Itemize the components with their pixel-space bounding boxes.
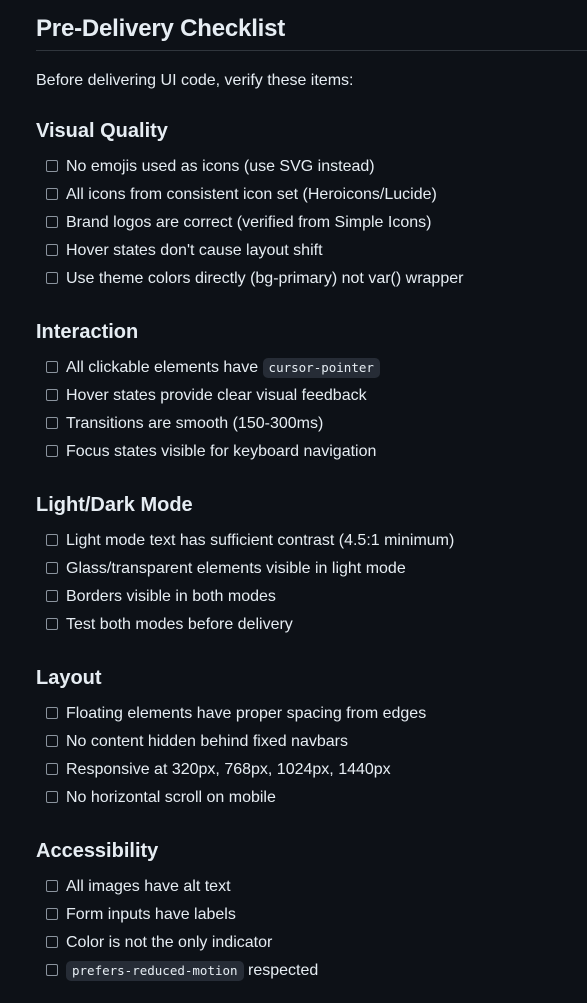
checkbox[interactable] <box>46 389 58 401</box>
item-label: Borders visible in both modes <box>66 588 276 605</box>
checklist-item <box>36 876 587 904</box>
checklist-item <box>36 904 587 932</box>
section-heading: Accessibility <box>36 840 159 862</box>
title-divider <box>36 50 587 51</box>
checklist-item <box>36 441 587 469</box>
checklist-item <box>36 787 587 815</box>
item-label-text: All clickable elements have <box>66 359 263 376</box>
checkbox[interactable] <box>46 216 58 228</box>
item-label: Transitions are smooth (150-300ms) <box>66 415 324 432</box>
checkbox[interactable] <box>46 763 58 775</box>
section-visual-quality <box>36 117 587 296</box>
checklist-item <box>36 385 587 413</box>
checkbox[interactable] <box>46 735 58 747</box>
item-label <box>66 960 318 982</box>
section-heading: Interaction <box>36 321 139 343</box>
checklist-item <box>36 357 587 385</box>
item-label: Focus states visible for keyboard navigation <box>66 443 377 460</box>
checkbox[interactable] <box>46 964 58 976</box>
page-title: Pre-Delivery Checklist <box>36 15 286 42</box>
checkbox[interactable] <box>46 244 58 256</box>
item-label: Test both modes before delivery <box>66 616 293 633</box>
checklist-item <box>36 614 587 642</box>
item-label: Floating elements have proper spacing from edges <box>66 705 427 722</box>
checklist-item <box>36 558 587 586</box>
checkbox[interactable] <box>46 361 58 373</box>
section-heading: Layout <box>36 667 102 689</box>
item-label: No emojis used as icons (use SVG instead) <box>66 158 375 175</box>
checklist-item <box>36 586 587 614</box>
item-label: Color is not the only indicator <box>66 934 273 951</box>
checkbox[interactable] <box>46 707 58 719</box>
item-label: Use theme colors directly (bg-primary) not var() wrapper <box>66 270 464 287</box>
checkbox[interactable] <box>46 618 58 630</box>
section-layout <box>36 664 587 815</box>
item-label-text: respected <box>243 962 319 979</box>
item-label: No horizontal scroll on mobile <box>66 789 276 806</box>
checkbox[interactable] <box>46 590 58 602</box>
checklist-item <box>36 268 587 296</box>
item-label: Hover states provide clear visual feedback <box>66 387 367 404</box>
checklist-item <box>36 530 587 558</box>
checklist <box>36 530 587 642</box>
item-label: Hover states don't cause layout shift <box>66 242 323 259</box>
item-label <box>66 357 380 379</box>
item-label: Glass/transparent elements visible in light mode <box>66 560 406 577</box>
checkbox[interactable] <box>46 534 58 546</box>
inline-code: prefers-reduced-motion <box>66 961 244 981</box>
item-label: Light mode text has sufficient contrast (4.5:1 minimum) <box>66 532 455 549</box>
checklist-item <box>36 413 587 441</box>
item-label: All images have alt text <box>66 878 231 895</box>
checklist-item <box>36 212 587 240</box>
checkbox[interactable] <box>46 160 58 172</box>
item-label: All icons from consistent icon set (Heroicons/Lucide) <box>66 186 437 203</box>
checklist <box>36 876 587 988</box>
item-label: Responsive at 320px, 768px, 1024px, 1440px <box>66 761 391 778</box>
section-interaction <box>36 318 587 469</box>
section-heading: Light/Dark Mode <box>36 494 193 516</box>
item-label: Form inputs have labels <box>66 906 236 923</box>
item-label: Brand logos are correct (verified from Simple Icons) <box>66 214 432 231</box>
checklist-item <box>36 932 587 960</box>
checkbox[interactable] <box>46 936 58 948</box>
inline-code: cursor-pointer <box>263 358 380 378</box>
section-accessibility <box>36 837 587 988</box>
checklist-item <box>36 184 587 212</box>
item-label: No content hidden behind fixed navbars <box>66 733 348 750</box>
checkbox[interactable] <box>46 791 58 803</box>
checklist-item <box>36 759 587 787</box>
checkbox[interactable] <box>46 417 58 429</box>
checklist-item <box>36 960 587 988</box>
checkbox[interactable] <box>46 272 58 284</box>
checkbox[interactable] <box>46 188 58 200</box>
checklist-item <box>36 240 587 268</box>
checklist <box>36 357 587 469</box>
checklist <box>36 156 587 296</box>
checkbox[interactable] <box>46 880 58 892</box>
checklist-item <box>36 156 587 184</box>
checklist <box>36 703 587 815</box>
checkbox[interactable] <box>46 445 58 457</box>
checkbox[interactable] <box>46 562 58 574</box>
section-light-dark-mode <box>36 491 587 642</box>
checklist-item <box>36 731 587 759</box>
intro-text: Before delivering UI code, verify these items: <box>36 72 354 89</box>
checkbox[interactable] <box>46 908 58 920</box>
checklist-item <box>36 703 587 731</box>
section-heading: Visual Quality <box>36 120 168 142</box>
